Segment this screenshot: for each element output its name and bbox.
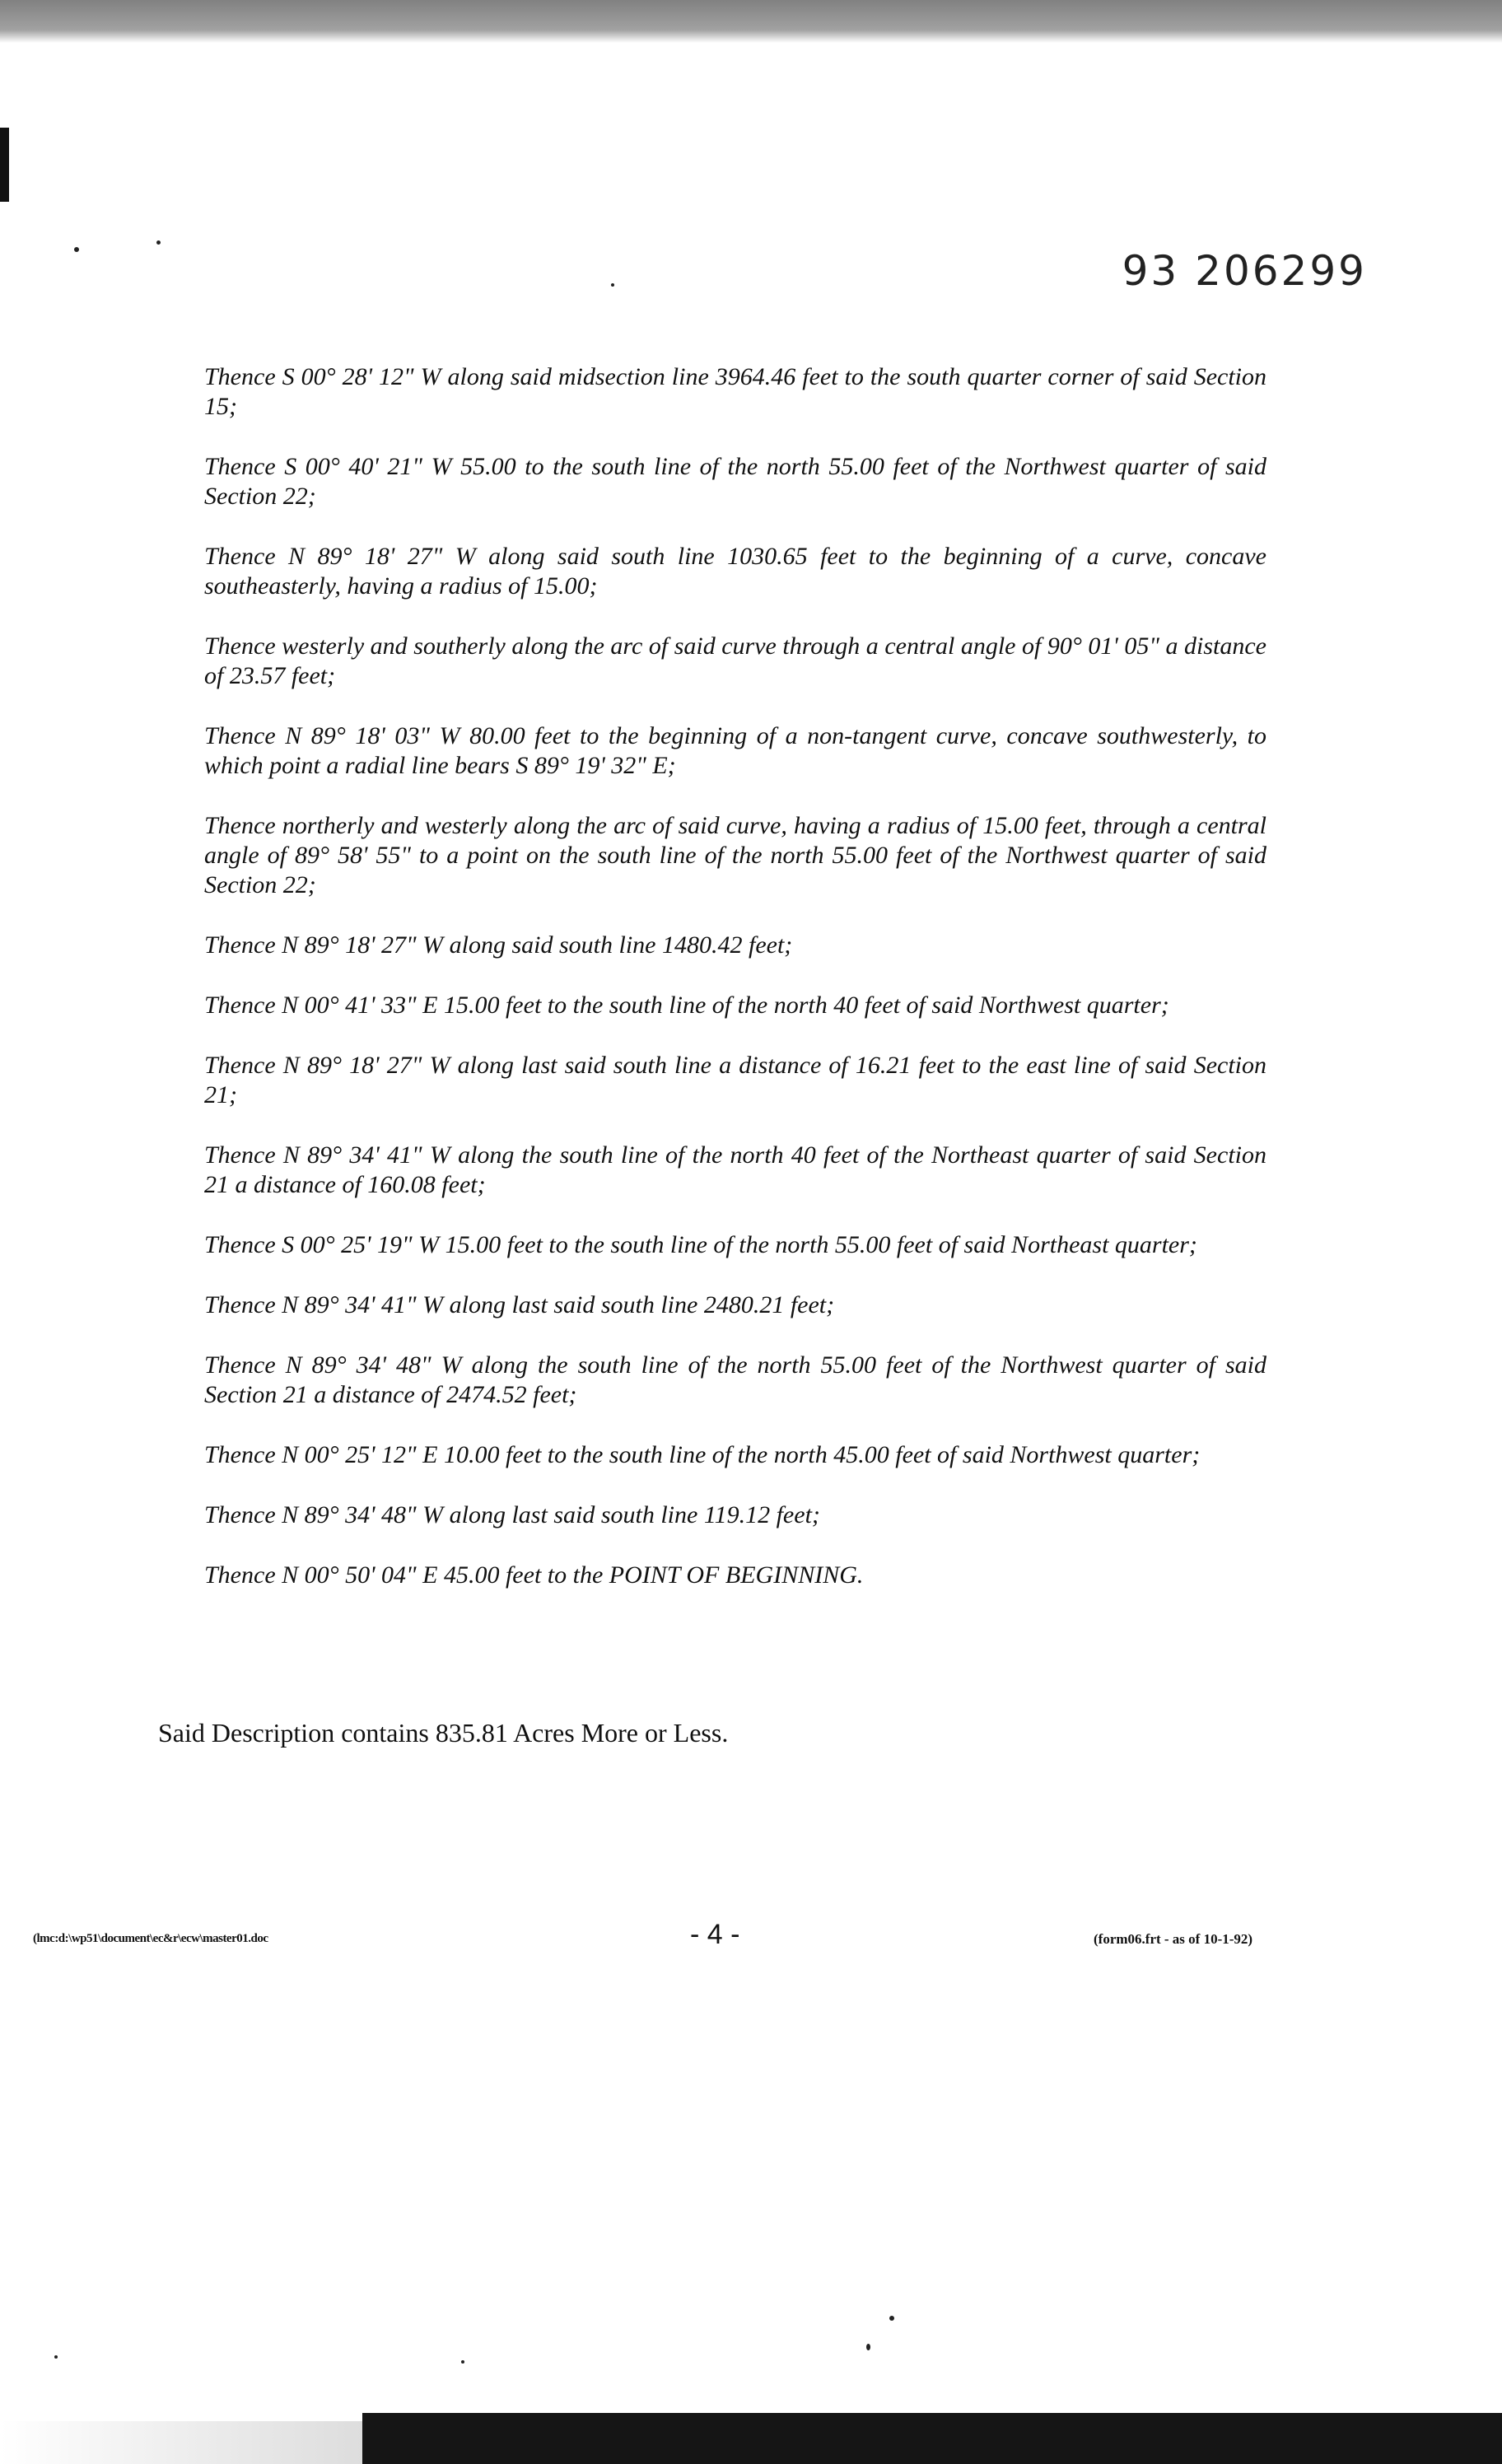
scan-speck: [156, 240, 161, 245]
page-number: - 4 -: [690, 1919, 740, 1950]
clause: Thence N 00° 25' 12" E 10.00 feet to the south line of the north 45.00 feet of said Northwest quarter;: [204, 1441, 1201, 1468]
footer-file-path: (lmc:d:\wp51\document\ec&r\ecw\master01.doc: [33, 1932, 268, 1945]
scan-artifact-bottom: [362, 2413, 1502, 2464]
clause: Thence N 89° 18' 27" W along said south line 1030.65 feet to the beginning of a curve, concave southeasterly, having a radius of 15.00;: [204, 543, 1266, 600]
clause: Thence westerly and southerly along the arc of said curve through a central angle of 90° 01' 05" a distance of 23.57 feet;: [204, 632, 1266, 689]
clause: Thence N 89° 18' 27" W along last said south line a distance of 16.21 feet to the east line of said Section 21;: [204, 1052, 1266, 1108]
clause: Thence N 00° 50' 04" E 45.00 feet to the POINT OF BEGINNING.: [204, 1561, 864, 1589]
clause: Thence N 89° 34' 48" W along last said south line 119.12 feet;: [204, 1501, 820, 1528]
clause: Thence N 89° 18' 03" W 80.00 feet to the beginning of a non-tangent curve, concave southwesterly, to which point a radial line bears S 89° 19' 32" E;: [204, 722, 1266, 779]
scan-speck: [461, 2360, 464, 2364]
scan-speck: [866, 2344, 870, 2350]
clause: Thence N 89° 34' 41" W along last said south line 2480.21 feet;: [204, 1291, 835, 1318]
clause: Thence N 00° 41' 33" E 15.00 feet to the south line of the north 40 feet of said Northwest quarter;: [204, 992, 1169, 1019]
clause: Thence N 89° 18' 27" W along said south line 1480.42 feet;: [204, 931, 793, 959]
clause: Thence S 00° 40' 21" W 55.00 to the south line of the north 55.00 feet of the Northwest quarter of said Section 22;: [204, 453, 1266, 510]
scan-speck: [611, 283, 614, 287]
scan-artifact-bottom-left: [0, 2421, 362, 2464]
legal-description: [204, 362, 1266, 1621]
clause: Thence N 89° 34' 41" W along the south line of the north 40 feet of the Northeast quarter of said Section 21 a distance of 160.08 feet;: [204, 1141, 1266, 1198]
scan-speck: [74, 247, 79, 252]
clause: Thence S 00° 25' 19" W 15.00 feet to the south line of the north 55.00 feet of said Northeast quarter;: [204, 1231, 1197, 1258]
scan-artifact-left-edge: [0, 128, 9, 202]
acreage-summary: Said Description contains 835.81 Acres More or Less.: [158, 1718, 729, 1748]
scan-artifact-top: [0, 0, 1502, 43]
clause: Thence N 89° 34' 48" W along the south line of the north 55.00 feet of the Northwest quarter of said Section 21 a distance of 2474.52 feet;: [204, 1351, 1266, 1408]
document-number: 93 206299: [1122, 247, 1367, 295]
clause: Thence S 00° 28' 12" W along said midsection line 3964.46 feet to the south quarter corner of said Section 15;: [204, 363, 1266, 420]
footer-form-id: (form06.frt - as of 10-1-92): [1094, 1931, 1253, 1947]
scan-speck: [889, 2316, 894, 2321]
scan-speck: [54, 2355, 58, 2359]
clause: Thence northerly and westerly along the arc of said curve, having a radius of 15.00 feet, through a central angle of 89° 58' 55" to a point on the south line of the north 55.00 feet of the Northwest quarter of said Section 22;: [204, 812, 1266, 898]
